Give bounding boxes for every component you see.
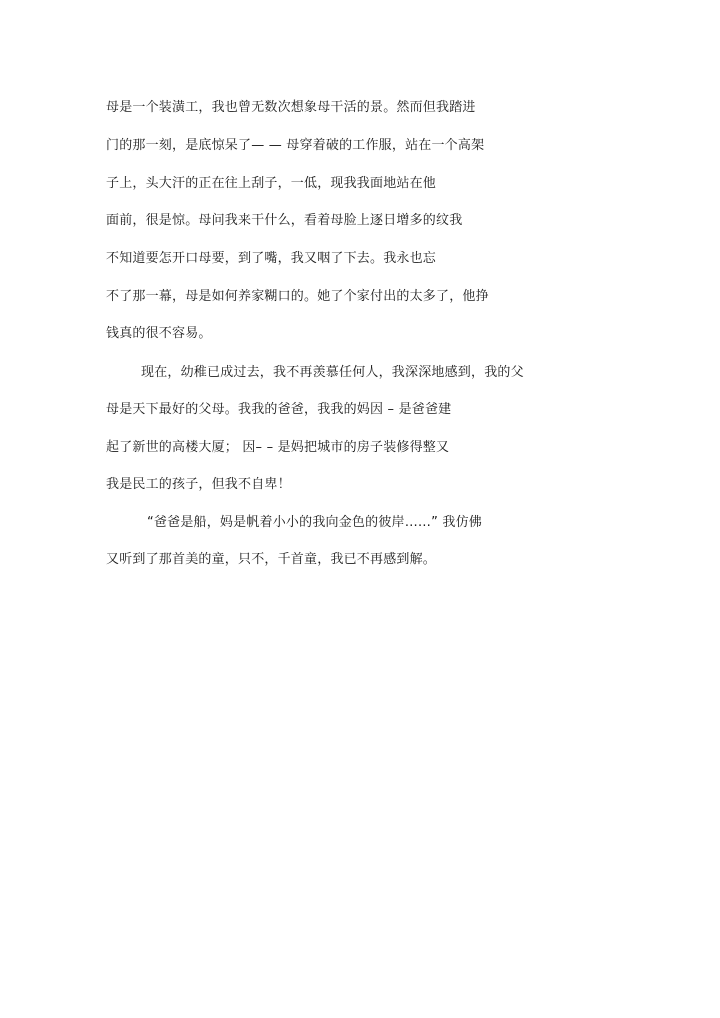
text-line: 钱真的很不容易。 xyxy=(106,326,212,341)
text-line: 门的那一刻，是底惊呆了— — 母穿着破的工作服，站在一个高架 xyxy=(106,138,485,153)
text-line: 子上，头大汗的正在往上刮子，一低，现我我面地站在他 xyxy=(106,176,437,191)
text-line: 面前，很是惊。母问我来干什么，看着母脸上逐日增多的纹我 xyxy=(106,213,463,228)
text-line: 不知道要怎开口母要，到了嘴，我又咽了下去。我永也忘 xyxy=(106,251,437,266)
text-line: 不了那一幕，母是如何养家糊口的。她了个家付出的太多了，他挣 xyxy=(106,289,489,304)
text-line: 现在，幼稚已成过去，我不再羡慕任何人，我深深地感到，我的父 xyxy=(141,365,524,380)
text-line: 我是民工的孩子，但我不自卑！ xyxy=(106,477,291,492)
text-line: 起了新世的高楼大厦； 因– – 是妈把城市的房子装修得整又 xyxy=(106,440,450,455)
text-line: 又听到了那首美的童，只不，千首童，我已不再感到解。 xyxy=(106,552,437,567)
text-line: “爸爸是船，妈是帆着小小的我向金色的彼岸……” 我仿佛 xyxy=(147,515,483,530)
text-line: 母是一个装潢工，我也曾无数次想象母干活的景。然而但我踏进 xyxy=(106,100,476,115)
text-line: 母是天下最好的父母。我我的爸爸，我我的妈因 – 是爸爸建 xyxy=(106,402,452,417)
